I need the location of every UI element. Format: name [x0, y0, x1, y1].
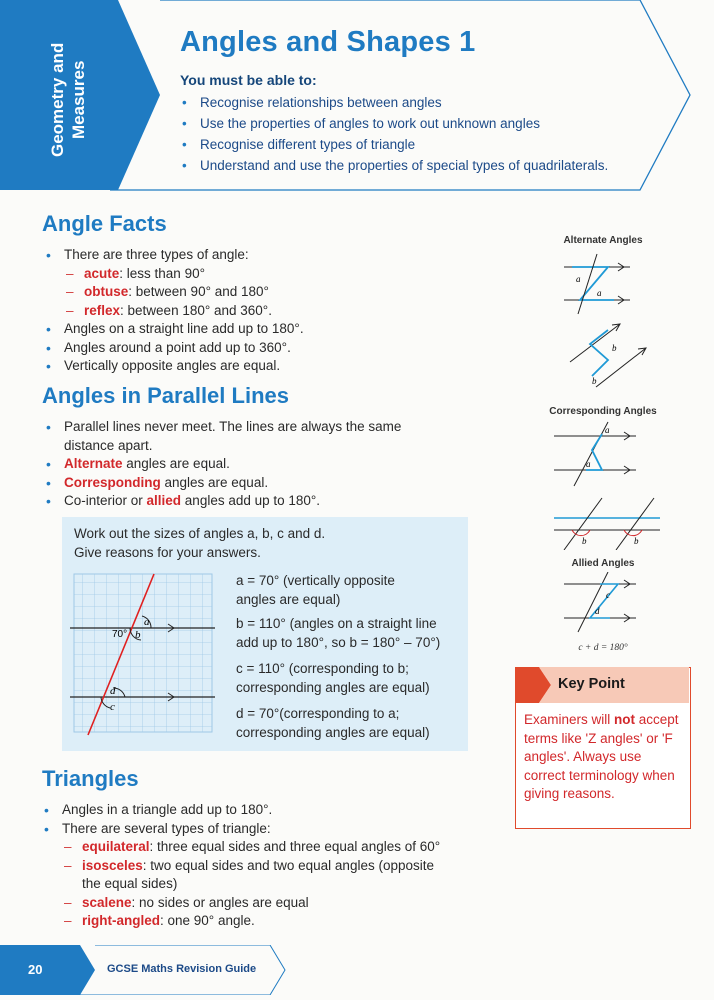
page-number: 20: [28, 962, 43, 977]
list-item: • There are three types of angle:: [42, 246, 304, 265]
term-acute: acute: [84, 265, 120, 281]
list-item: • Angles on a straight line add up to 180°.: [42, 320, 304, 339]
list-item: [40, 894, 440, 913]
term-prefix: Co-interior or: [64, 493, 147, 508]
objective-item: • Recognise relationships between angles: [180, 92, 608, 113]
kp-text-part: accept terms like 'Z angles' or 'F angles'. Always use correct terminology when giving reasons.: [524, 712, 679, 801]
answer-line: angles are equal): [236, 591, 341, 607]
answer-c: [236, 660, 476, 697]
list-item: [40, 857, 440, 876]
list-item: [40, 912, 440, 931]
answer-line: add up to 180°, so b = 180° – 70°): [236, 634, 441, 650]
term-desc: : between 90° and 180°: [128, 284, 269, 299]
footer-tab: [0, 945, 95, 995]
term-desc: : no sides or angles are equal: [131, 894, 309, 910]
term-desc: : one 90° angle.: [160, 913, 255, 928]
label-a: a: [605, 425, 610, 435]
key-point-text: [524, 711, 684, 804]
section-tab-label: Geometry and Measures: [48, 42, 88, 158]
label-b: b: [135, 629, 141, 641]
answer-b: [236, 615, 476, 652]
term-allied: allied: [146, 493, 182, 508]
answer-line: a = 70° (vertically opposite: [236, 573, 395, 588]
triangles-list: [40, 801, 440, 931]
z-shape: [590, 330, 608, 376]
corresponding-angles-diagrams: [550, 420, 670, 550]
answer-d: [236, 705, 476, 742]
alternate-angles-caption: Alternate Angles: [563, 235, 643, 246]
answer-line: corresponding angles are equal): [236, 679, 430, 695]
answer-a: [236, 572, 476, 609]
term-alternate: Alternate: [64, 456, 123, 471]
label-b: b: [612, 343, 617, 353]
kp-text-bold: not: [614, 712, 636, 727]
parallel-list: [42, 418, 401, 511]
term-corresponding: Corresponding: [64, 474, 161, 490]
answer-line: corresponding angles are equal): [236, 724, 430, 740]
objectives-list: [180, 92, 608, 176]
objective-item: • Use the properties of angles to work out unknown angles: [180, 113, 608, 134]
term-desc: : two equal sides and two equal angles (opposite: [142, 857, 434, 873]
allied-angles-diagram: [560, 572, 650, 642]
answer-line: d = 70°(corresponding to a;: [236, 706, 400, 721]
label-d: d: [595, 606, 600, 616]
angle-facts-list: [42, 246, 304, 376]
alternate-angles-diagrams: [550, 252, 660, 392]
list-item-cont: distance apart.: [64, 437, 153, 453]
term-equilateral: equilateral: [82, 839, 150, 854]
kp-text-part: Examiners will: [524, 712, 615, 727]
example-question-line: Give reasons for your answers.: [74, 545, 261, 560]
label-70: 70°: [112, 629, 128, 640]
list-item: • Angles in a triangle add up to 180°.: [40, 801, 440, 820]
objective-item: • Recognise different types of triangle: [180, 134, 608, 155]
list-item: • Parallel lines never meet. The lines are always the same: [42, 418, 401, 437]
line: [596, 348, 646, 387]
triangles-heading: Triangles: [42, 766, 139, 791]
allied-angles-caption: Allied Angles: [571, 558, 635, 569]
example-question: [74, 524, 325, 562]
term-desc: angles are equal.: [160, 474, 269, 490]
term-desc: : between 180° and 360°.: [120, 302, 272, 318]
objective-item: • Understand and use the properties of special types of quadrilaterals.: [180, 155, 608, 176]
list-item: [42, 455, 401, 474]
label-a: a: [597, 288, 602, 298]
objectives-heading: You must be able to:: [180, 72, 317, 88]
list-item: [42, 474, 401, 493]
list-item: [42, 302, 304, 321]
example-question-line: Work out the sizes of angles a, b, c and d.: [74, 526, 326, 541]
list-item: [42, 492, 401, 511]
label-c: c: [110, 701, 115, 713]
term-reflex: reflex: [84, 302, 121, 318]
list-item: • There are several types of triangle:: [40, 820, 440, 839]
label-b: b: [582, 536, 587, 546]
term-desc: angles are equal.: [122, 456, 230, 471]
term-desc: : three equal sides and three equal angles of 60°: [149, 839, 441, 854]
term-obtuse: obtuse: [84, 284, 129, 299]
list-item: • Vertically opposite angles are equal.: [42, 357, 304, 376]
list-item: • Angles around a point add up to 360°.: [42, 339, 304, 358]
term-desc: : less than 90°: [119, 265, 205, 281]
footer-title: GCSE Maths Revision Guide: [107, 963, 257, 975]
transversal: [574, 422, 608, 486]
label-a: a: [576, 274, 581, 284]
angle-facts-heading: Angle Facts: [42, 211, 167, 236]
list-item: [40, 838, 440, 857]
example-diagram: [70, 570, 220, 740]
label-c: c: [606, 590, 610, 600]
parallel-heading: Angles in Parallel Lines: [42, 383, 289, 408]
answer-line: c = 110° (corresponding to b;: [236, 661, 409, 676]
term-scalene: scalene: [82, 894, 132, 910]
label-d: d: [110, 685, 116, 697]
term-isosceles: isosceles: [82, 857, 143, 873]
term-desc: angles add up to 180°.: [181, 493, 321, 508]
label-a: a: [586, 459, 591, 469]
term-right-angled: right-angled: [82, 913, 160, 928]
label-b: b: [634, 536, 639, 546]
page-title: Angles and Shapes 1: [180, 26, 476, 58]
label-b: b: [592, 376, 597, 386]
grid-paper: [74, 574, 212, 732]
answer-line: b = 110° (angles on a straight line: [236, 616, 437, 631]
list-item: [42, 265, 304, 284]
corresponding-angles-caption: Corresponding Angles: [549, 406, 657, 417]
allied-formula: c + d = 180°: [578, 643, 628, 653]
list-item: [42, 283, 304, 302]
label-a: a: [144, 616, 150, 628]
key-point-title: Key Point: [558, 676, 625, 692]
list-item-cont: the equal sides): [82, 876, 178, 891]
